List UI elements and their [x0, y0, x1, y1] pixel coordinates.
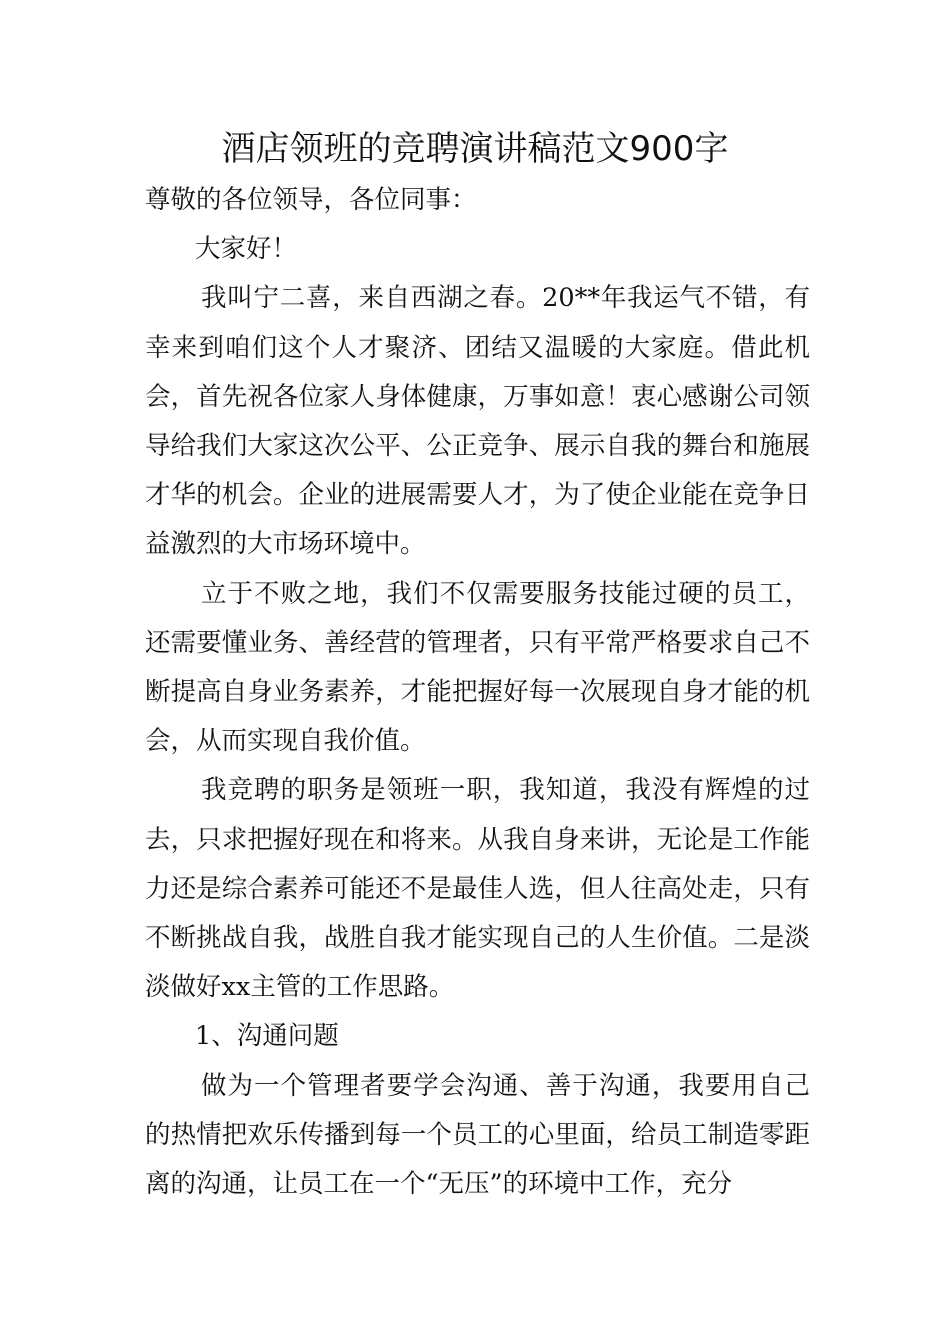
section-heading-communication: 1、沟通问题	[195, 1021, 339, 1052]
document-title: 酒店领班的竞聘演讲稿范文900字	[221, 129, 729, 169]
paragraph-position: 我竞聘的职务是领班一职，我知道，我没有辉煌的过去，只求把握好现在和将来。从我自身来讲，无论是工作能力还是综合素养可能还不是最佳人选，但人往高处走，只有不断挑战自我，战胜自我才能实现自己的人生价值。二是淡淡做好xx主管的工作思路。	[145, 775, 810, 1003]
document-body	[145, 176, 810, 1209]
paragraph-communication: 做为一个管理者要学会沟通、善于沟通，我要用自己的热情把欢乐传播到每一个员工的心里面，给员工制造零距离的沟通，让员工在一个“无压”的环境中工作，充分	[145, 1070, 810, 1200]
salutation: 尊敬的各位领导，各位同事：	[145, 185, 477, 215]
paragraph-management: 立于不败之地，我们不仅需要服务技能过硬的员工，还需要懂业务、善经营的管理者，只有平常严格要求自己不断提高自身业务素养，才能把握好每一次展现自身才能的机会，从而实现自我价值。	[145, 578, 810, 757]
greeting: 大家好！	[195, 234, 298, 265]
paragraph-intro: 我叫宁二喜，来自西湖之春。20**年我运气不错，有幸来到咱们这个人才聚济、团结又温暖的大家庭。借此机会，首先祝各位家人身体健康，万事如意！衷心感谢公司领导给我们大家这次公平、公正竞争、展示自我的舞台和施展才华的机会。企业的进展需要人才，为了使企业能在竞争日益激烈的大市场环境中。	[145, 283, 810, 560]
